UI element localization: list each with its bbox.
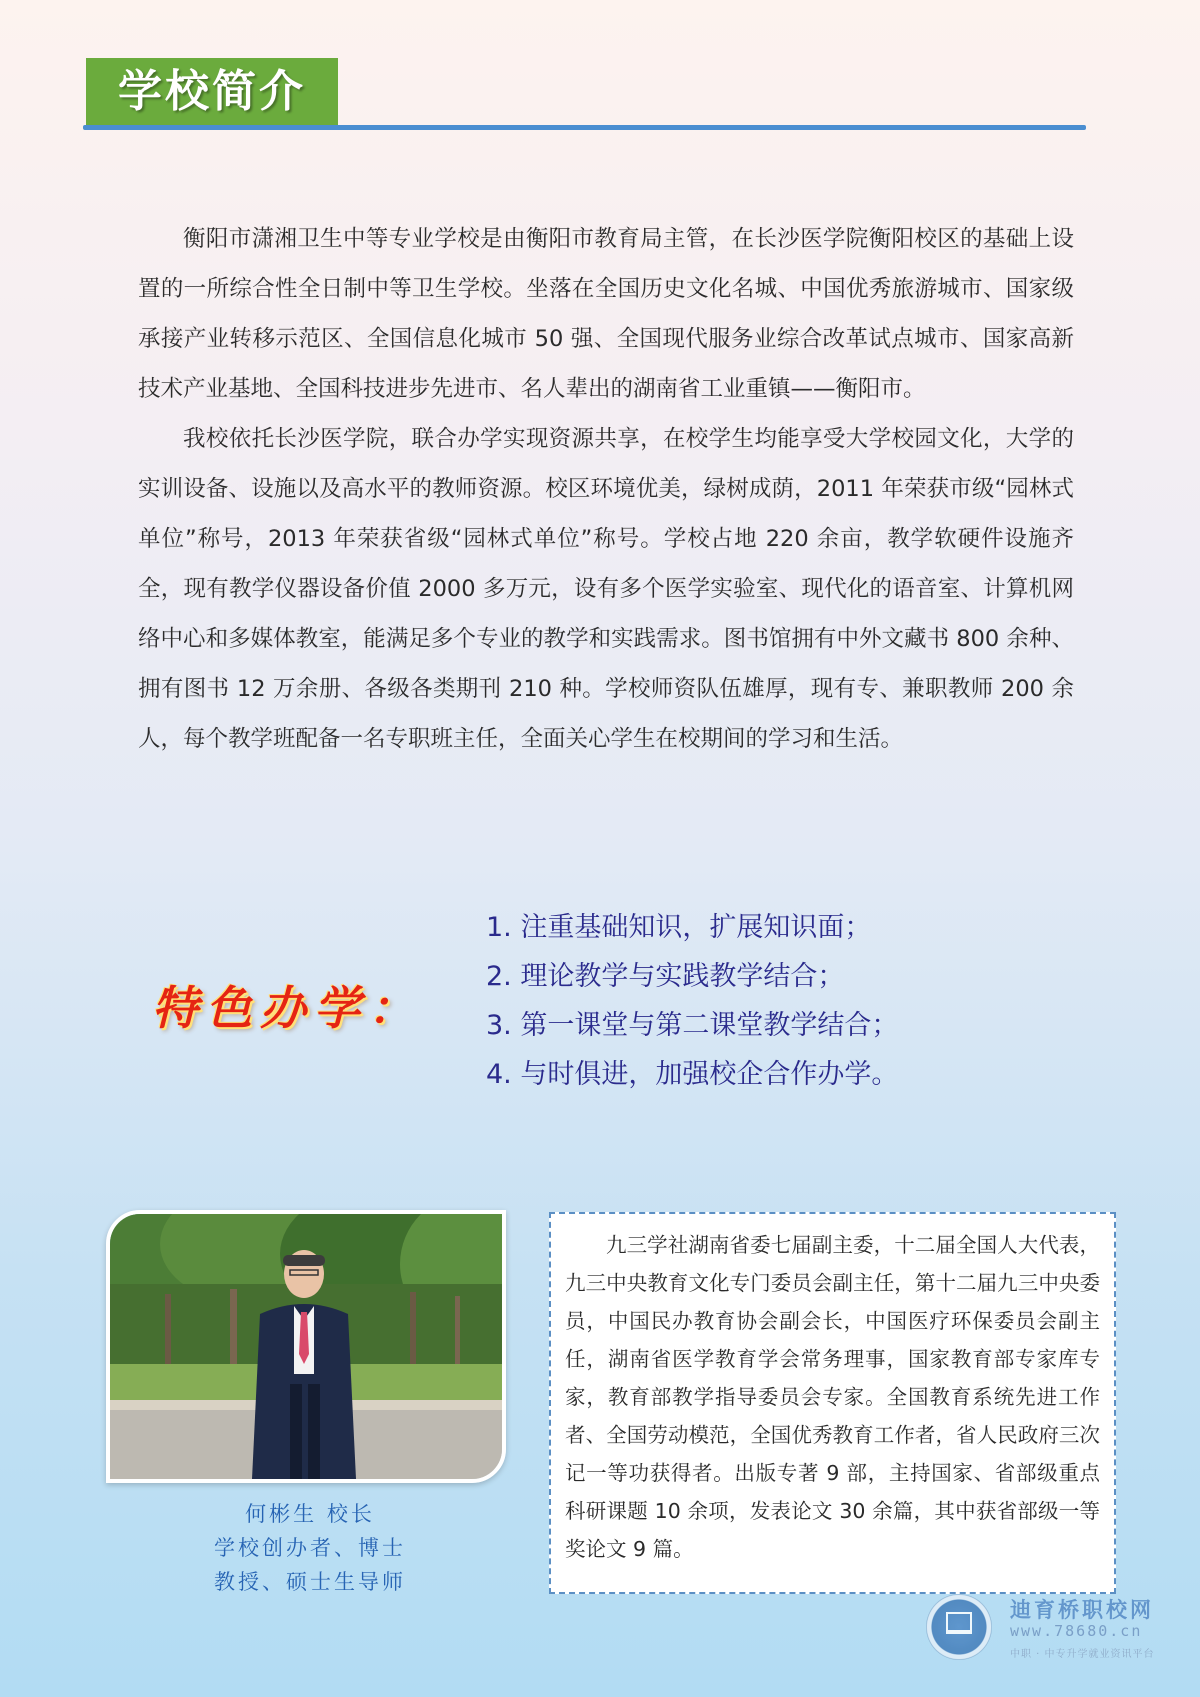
title-divider (83, 125, 1086, 130)
features-list (486, 903, 898, 1099)
caption-line: 教授、硕士生导师 (214, 1570, 406, 1594)
feature-item: 3. 第一课堂与第二课堂教学结合； (486, 1010, 899, 1041)
caption-line: 学校创办者、博士 (214, 1536, 406, 1560)
principal-photo (106, 1210, 506, 1483)
features-title: 特色办学： (152, 981, 422, 1035)
watermark-slogan: 中职 · 中专升学就业资讯平台 (1010, 1649, 1155, 1660)
principal-bio: 九三学社湖南省委七届副主委，十二届全国人大代表，九三中央教育文化专门委员会副主任，第十二届九三中央委员，中国民办教育协会副会长，中国医疗环保委员会副主任，湖南省医学教育学会常务理事，国家教育部专家库专家，教育部教学指导委员会专家。全国教育系统先进工作者、全国劳动模范，全国优秀教育工作者，省人民政府三次记一等功获得者。出版专著 9 部，主持国家、省部级重点科研课题 10 余项，发表论文 30 余篇，其中获省部级一等奖论文 9 篇。 (565, 1233, 1100, 1561)
intro-paragraph: 我校依托长沙医学院，联合办学实现资源共享，在校学生均能享受大学校园文化，大学的实训设备、设施以及高水平的教师资源。校区环境优美，绿树成荫，2011 年荣获市级“园林式单位”称号，2013 年荣获省级“园林式单位”称号。学校占地 220 余亩，教学软硬件设施齐全，现有教学仪器设备价值 2000 多万元，设有多个医学实验室、现代化的语音室、计算机网络中心和多媒体教室，能满足多个专业的教学和实践需求。图书馆拥有中外文藏书 800 余种、拥有图书 12 万余册、各级各类期刊 210 种。学校师资队伍雄厚，现有专、兼职教师 200 余人，每个教学班配备一名专职班主任，全面关心学生在校期间的学习和生活。 (138, 426, 1074, 752)
feature-item: 1. 注重基础知识，扩展知识面； (486, 912, 872, 943)
feature-item: 4. 与时俱进，加强校企合作办学。 (486, 1059, 899, 1090)
watermark-name: 迪育桥职校网 (1010, 1598, 1154, 1622)
principal-bio-box (549, 1212, 1116, 1594)
caption-line: 何彬生 校长 (245, 1502, 375, 1526)
principal-caption (150, 1497, 470, 1599)
page-title: 学校简介 (86, 58, 338, 126)
feature-item: 2. 理论教学与实践教学结合； (486, 961, 845, 992)
watermark-url: www.78680.cn (1010, 1622, 1143, 1640)
intro-section (138, 214, 1074, 764)
intro-paragraph: 衡阳市潇湘卫生中等专业学校是由衡阳市教育局主管，在长沙医学院衡阳校区的基础上设置的一所综合性全日制中等卫生学校。坐落在全国历史文化名城、中国优秀旅游城市、国家级承接产业转移示范区、全国信息化城市 50 强、全国现代服务业综合改革试点城市、国家高新技术产业基地、全国科技进步先进市、名人辈出的湖南省工业重镇——衡阳市。 (138, 226, 1074, 402)
building-icon (946, 1612, 972, 1634)
site-watermark (926, 1594, 1176, 1664)
school-logo-icon (926, 1594, 992, 1660)
